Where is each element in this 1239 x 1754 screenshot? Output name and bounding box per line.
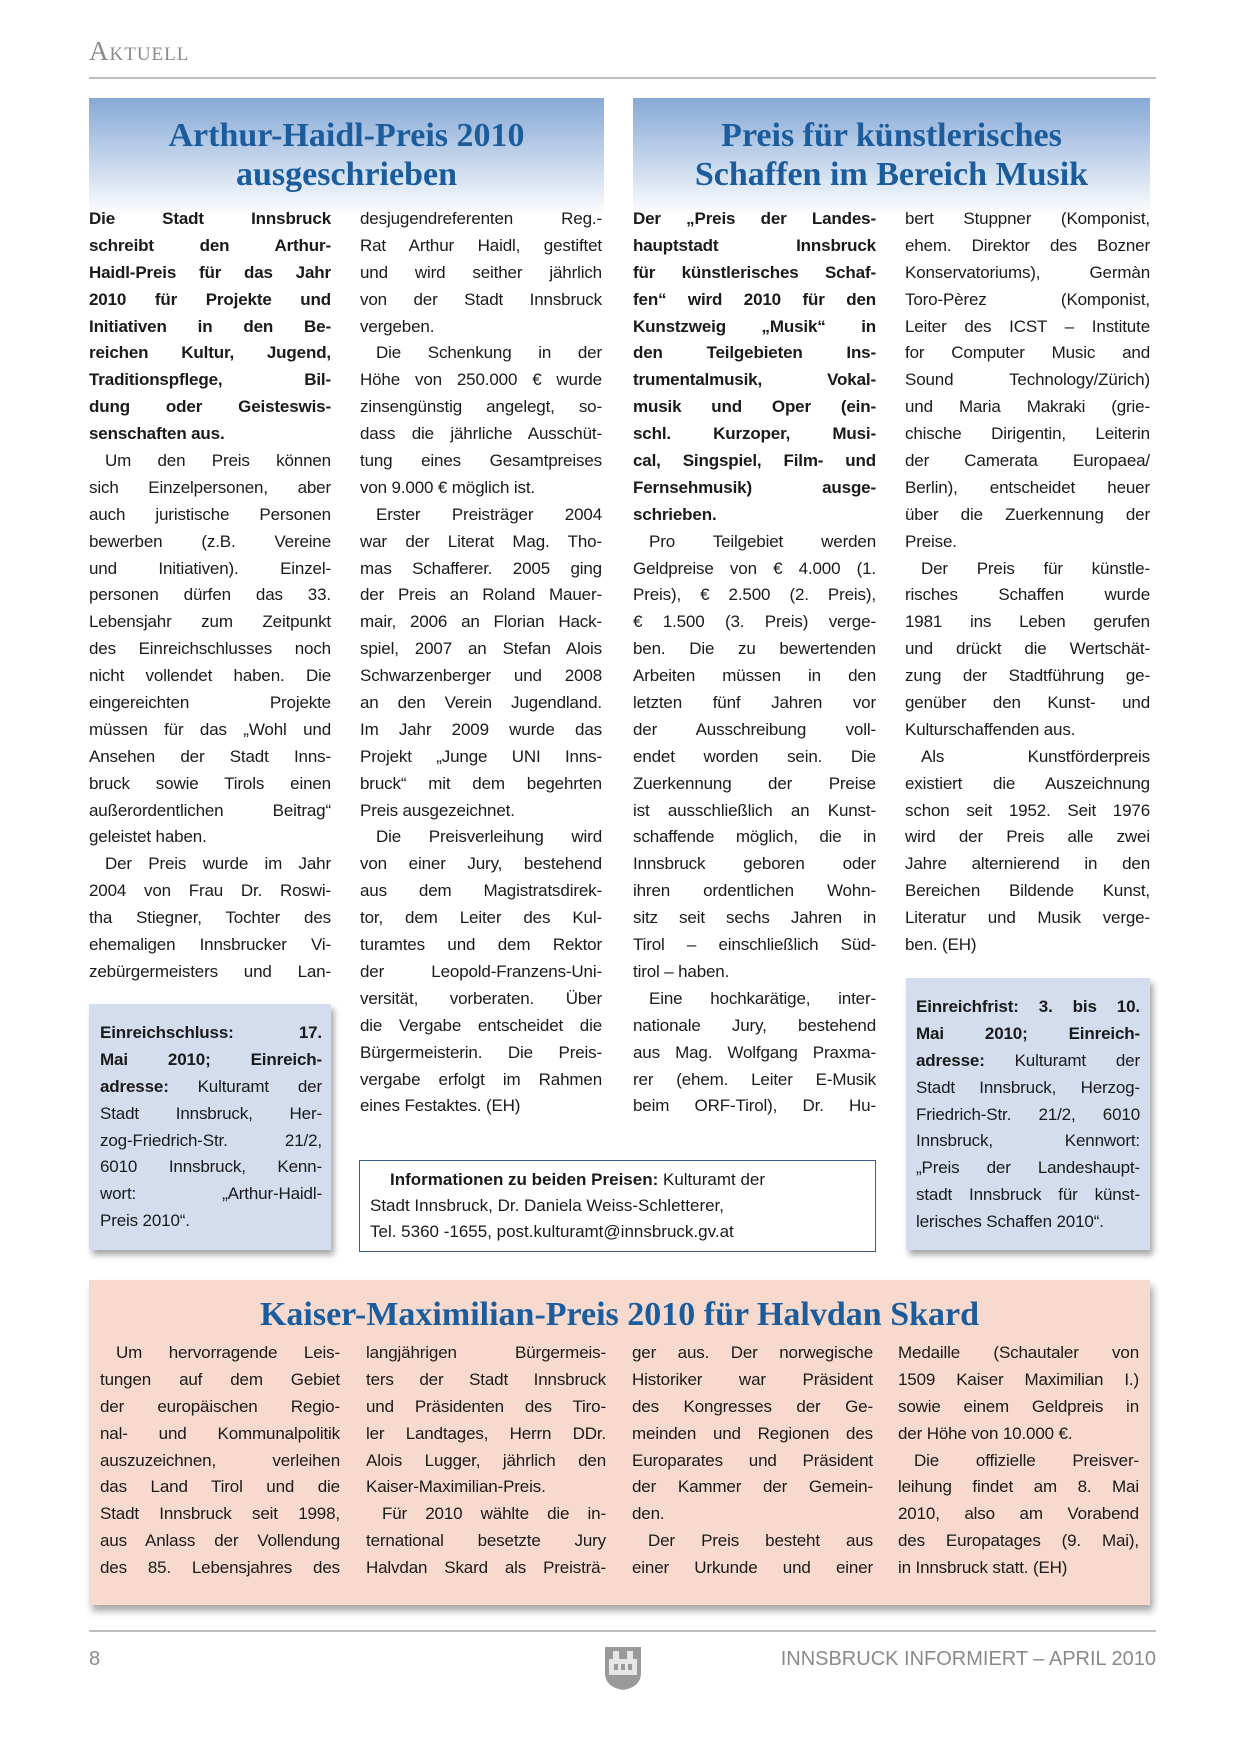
text-line — [916, 1075, 1140, 1102]
text-line: ternational besetzte Jury — [366, 1531, 606, 1551]
text-line: tung eines Gesamtpreises — [360, 451, 602, 471]
text-line: cal, Singspiel, Film- und — [633, 451, 876, 471]
text-line — [100, 1154, 322, 1181]
text-line: Kunstzweig „Musik“ in — [633, 316, 876, 336]
text-line: außerordentlichen Beitrag“ — [89, 800, 331, 820]
text-line: vergabe erfolgt im Rahmen — [360, 1069, 602, 1089]
text-line: an den Verein Jugendland. — [360, 693, 602, 713]
paragraph — [89, 206, 331, 448]
text-line: dung oder Geisteswis- — [89, 397, 331, 417]
text-line: musik und Oper (ein- — [633, 397, 876, 417]
paragraph — [360, 206, 602, 340]
text-line: sitz seit sechs Jahren in — [633, 908, 876, 928]
text-line: Lebensjahr zum Zeitpunkt — [89, 612, 331, 632]
text-line: des 85. Lebensjahres des — [100, 1558, 340, 1578]
text-line: letzten fünf Jahren vor — [633, 693, 876, 713]
text: zog-Friedrich-Str. 21/2, — [100, 1130, 322, 1150]
text-line: Die offizielle Preisver- — [914, 1450, 1139, 1470]
text: wort: „Arthur-Haidl- — [100, 1184, 322, 1204]
text-line — [916, 1021, 1140, 1048]
text-line: Eine hochkarätige, inter- — [649, 988, 876, 1008]
text-line: nal- und Kommunalpolitik — [100, 1423, 340, 1443]
paragraph — [89, 851, 331, 985]
text-line: tor, dem Leiter des Kul- — [360, 908, 602, 928]
text-line: reichen Kultur, Jugend, — [89, 343, 331, 363]
text-line: Leiter des ICST – Institute — [905, 316, 1150, 336]
text-line: for Computer Music and — [905, 343, 1150, 363]
text-line: auszuzeichnen, verleihen — [100, 1450, 340, 1470]
text-line: Erster Preisträger 2004 — [376, 504, 602, 524]
text-line: und drückt die Wertschät- — [905, 639, 1150, 659]
text-line: senschaften aus. — [89, 424, 225, 444]
text-line — [916, 1102, 1140, 1129]
text-line: der Kammer der Gemein- — [632, 1477, 873, 1497]
text-line: aus dem Magistratsdirek- — [360, 881, 602, 901]
text-line: tirol – haben. — [633, 961, 730, 981]
paragraph — [633, 529, 876, 986]
text-line: Kaiser-Maximilian-Preis. — [366, 1477, 546, 1497]
text-line: Pro Teilgebiet werden — [649, 531, 876, 551]
text: lerisches Schaffen 2010“. — [916, 1212, 1104, 1232]
text-line: genüber den Kunst- und — [905, 693, 1150, 713]
bold-text: Mai 2010; Einreich- — [100, 1049, 322, 1069]
article1-headline — [89, 116, 604, 194]
paragraph — [360, 824, 602, 1120]
text-line: Preis), € 2.500 (2. Preis), — [633, 585, 876, 605]
text-line: zebürgermeisters und Lan- — [89, 961, 331, 981]
text-line: der europäischen Regio- — [100, 1396, 340, 1416]
text-line: über die Zuerkennung der — [905, 504, 1150, 524]
text-line: Fernsehmusik) ausge- — [633, 477, 876, 497]
text-line: trumentalmusik, Vokal- — [633, 370, 876, 390]
article1-deadline-box — [89, 1004, 331, 1250]
text-line: des Kongresses der Ge- — [632, 1396, 873, 1416]
text-line: geleistet haben. — [89, 827, 207, 847]
text-line — [916, 1128, 1140, 1155]
headline-line: Arthur-Haidl-Preis 2010 — [168, 117, 525, 154]
text-line — [100, 1047, 322, 1074]
text-line: zinsengünstig angelegt, so- — [360, 397, 602, 417]
text-line: Initiativen in den Be- — [89, 316, 331, 336]
article3-column-2 — [366, 1340, 606, 1582]
text-line: desjugendreferenten Reg.- — [360, 209, 602, 228]
text-line: Projekt „Junge UNI Inns- — [360, 746, 602, 766]
text: Preis 2010“. — [100, 1211, 190, 1231]
text-line: ehem. Direktor des Bozner — [905, 235, 1150, 255]
text-line: 2004 von Frau Dr. Roswi- — [89, 881, 331, 901]
text-line: ger aus. Der norwegische — [632, 1343, 873, 1362]
text-line: von der Stadt Innsbruck — [360, 289, 602, 309]
text: Kulturamt der — [984, 1050, 1140, 1070]
text-line: 1981 ins Leben gerufen — [905, 612, 1150, 632]
headline-line: ausgeschrieben — [236, 156, 457, 193]
article1-column-2 — [360, 206, 602, 1120]
text-line: tha Stiegner, Tochter des — [89, 908, 331, 928]
paragraph — [360, 502, 602, 825]
text-line: personen dürfen das 33. — [89, 585, 331, 605]
text-line: Konservatoriums), Germàn — [905, 262, 1150, 282]
article2-column-2 — [905, 206, 1150, 959]
text-line: Halvdan Skard als Preisträ- — [366, 1558, 606, 1578]
text-line: zung der Stadtführung ge- — [905, 666, 1150, 686]
text-line: tungen auf dem Gebiet — [100, 1369, 340, 1389]
text-line: von 9.000 € möglich ist. — [360, 477, 535, 497]
text-line: Alois Lugger, jährlich den — [366, 1450, 606, 1470]
contact-info-box — [359, 1160, 876, 1252]
text-line: Toro-Pèrez (Komponist, — [905, 289, 1150, 309]
page-number: 8 — [89, 1648, 101, 1670]
text-line: 2010 für Projekte und — [89, 289, 331, 309]
headline-line: Schaffen im Bereich Musik — [694, 156, 1089, 193]
text-line — [916, 1155, 1140, 1182]
text: Stadt Innsbruck, Herzog- — [916, 1077, 1140, 1097]
footer-rule — [89, 1630, 1156, 1632]
text-line: existiert die Auszeichnung — [905, 773, 1150, 793]
article1-column-1 — [89, 206, 331, 986]
paragraph — [100, 1340, 340, 1582]
text-line: Medaille (Schautaler von — [898, 1343, 1139, 1362]
text-line: und Präsidenten des Tiro- — [366, 1396, 606, 1416]
text-line — [100, 1020, 322, 1047]
text-line: Schwarzenberger und 2008 — [360, 666, 602, 686]
text-line: Preise. — [905, 531, 957, 551]
bold-text: Einreichschluss: 17. — [100, 1023, 322, 1042]
text-line: leihung findet am 8. Mai — [898, 1477, 1139, 1497]
text-line: Tirol – einschließlich Süd- — [633, 935, 876, 955]
paragraph — [360, 340, 602, 501]
text-line: Zuerkennung der Preise — [633, 773, 876, 793]
text-line: schrieben. — [633, 504, 717, 524]
text-line: ters der Stadt Innsbruck — [366, 1369, 606, 1389]
text-line: chische Dirigentin, Leiterin — [905, 424, 1150, 444]
text-line: ist ausschließlich an Kunst- — [633, 800, 876, 820]
text-line: und wird seither jährlich — [360, 262, 602, 282]
text-line — [916, 1182, 1140, 1209]
article3-column-4 — [898, 1340, 1139, 1582]
text-line: wird der Preis alle zwei — [905, 827, 1150, 847]
contact-info-label: Informationen zu beiden Preisen: — [390, 1170, 659, 1189]
text-line: ben. (EH) — [905, 935, 977, 955]
bold-text: adresse: — [100, 1076, 169, 1096]
text-line: nationale Jury, bestehend — [633, 1015, 876, 1035]
text: Kulturamt der — [168, 1076, 322, 1096]
text-line — [916, 1209, 1140, 1236]
text-line — [100, 1101, 322, 1128]
paragraph — [898, 1340, 1139, 1448]
text-line: Ansehen der Stadt Inns- — [89, 746, 331, 766]
text-line: ben. Die zu bewertenden — [633, 639, 876, 659]
text: 6010 Innsbruck, Kenn- — [100, 1157, 322, 1177]
article2-deadline-box — [906, 978, 1150, 1250]
text-line: den. — [632, 1504, 665, 1524]
text-line: des Einreichschlusses noch — [89, 639, 331, 659]
text-line: dass die jährliche Ausschüt- — [360, 424, 602, 444]
text-line: Kulturschaffenden aus. — [905, 719, 1076, 739]
text-line — [100, 1128, 322, 1155]
text-line: Preis ausgezeichnet. — [360, 800, 515, 820]
text-line: Um den Preis können — [105, 451, 331, 471]
text-line: schaffende möglich, die in — [633, 827, 876, 847]
text-line — [100, 1074, 322, 1101]
text-line — [916, 994, 1140, 1021]
paragraph — [905, 744, 1150, 959]
text-line: schl. Kurzoper, Musi- — [633, 424, 876, 444]
text-line: Die Schenkung in der — [376, 343, 602, 363]
text-line: ler Landtages, Herrn DDr. — [366, 1423, 606, 1443]
text-line: risches Schaffen wurde — [905, 585, 1150, 605]
text-line: für künstlerisches Schaf- — [633, 262, 876, 282]
text-line: Traditionspflege, Bil- — [89, 370, 331, 390]
text-line: aus Anlass der Vollendung — [100, 1531, 340, 1551]
text-line: langjährigen Bürgermeis- — [366, 1343, 606, 1362]
text-line: den Teilgebieten Ins- — [633, 343, 876, 363]
article2-headline — [633, 116, 1150, 194]
text-line: bewerben (z.B. Vereine — [89, 531, 331, 551]
text-line: Historiker war Präsident — [632, 1369, 873, 1389]
text-line: Die Preisverleihung wird — [376, 827, 602, 847]
text-line: Für 2010 wählte die in- — [382, 1504, 606, 1524]
text-line: meinden und Regionen des — [632, 1423, 873, 1443]
paragraph — [366, 1501, 606, 1582]
headline-line: Preis für künstlerisches — [721, 117, 1062, 154]
text-line: versität, vorberaten. Über — [360, 988, 602, 1008]
text-line: Im Jahr 2009 wurde das — [360, 719, 602, 739]
text-line: der Ausschreibung voll- — [633, 719, 876, 739]
contact-info-text: Kulturamt der — [658, 1170, 766, 1189]
text-line: Rat Arthur Haidl, gestiftet — [360, 235, 602, 255]
bold-text: Einreichfrist: 3. bis 10. — [916, 997, 1140, 1016]
text-line: Arbeiten müssen in den — [633, 666, 876, 686]
text-line: spiel, 2007 an Stefan Alois — [360, 639, 602, 659]
text-line: bert Stuppner (Komponist, — [905, 209, 1150, 228]
text-line: mair, 2006 an Florian Hack- — [360, 612, 602, 632]
text-line: Literatur und Musik verge- — [905, 908, 1150, 928]
text-line — [100, 1181, 322, 1208]
contact-email[interactable]: Tel. 5360 -1655, post.kulturamt@innsbruck.gv.at — [370, 1222, 734, 1241]
publication-name: INNSBRUCK INFORMIERT – APRIL 2010 — [780, 1648, 1156, 1670]
text-line: und Initiativen). Einzel- — [89, 558, 331, 578]
article2-column-1 — [633, 206, 876, 1120]
text-line: sowie einem Geldpreis in — [898, 1396, 1139, 1416]
text-line: Bereichen Bildende Kunst, — [905, 881, 1150, 901]
text-line: Als Kunstförderpreis — [921, 746, 1150, 766]
text-line: Der Preis wurde im Jahr — [105, 854, 331, 874]
header-rule — [89, 77, 1156, 79]
text-line: mas Schafferer. 2005 ging — [360, 558, 602, 578]
paragraph — [89, 448, 331, 851]
text-line: in Innsbruck statt. (EH) — [898, 1558, 1068, 1578]
text-line: Berlin), entscheidet heuer — [905, 477, 1150, 497]
paragraph — [898, 1448, 1139, 1582]
paragraph — [366, 1340, 606, 1501]
text-line: von einer Jury, bestehend — [360, 854, 602, 874]
text-line: Der Preis für künstle- — [921, 558, 1150, 578]
text-line: einer Urkunde und einer — [632, 1558, 873, 1578]
text-line: schreibt den Arthur- — [89, 235, 331, 255]
text-line: Sound Technology/Zürich) — [905, 370, 1150, 390]
text-line: Geldpreise von € 4.000 (1. — [633, 558, 876, 578]
text-line: schon seit 1952. Seit 1976 — [905, 800, 1150, 820]
text-line: des Europatages (9. Mai), — [898, 1531, 1139, 1551]
article3-column-1 — [100, 1340, 340, 1582]
city-coat-of-arms-icon — [604, 1645, 642, 1691]
text-line: und Maria Makraki (grie- — [905, 397, 1150, 417]
text-line: vergeben. — [360, 316, 435, 336]
text-line: eingereichten Projekte — [89, 693, 331, 713]
text-line: Die Stadt Innsbruck — [89, 209, 331, 228]
text-line: rer (ehem. Leiter E-Musik — [633, 1069, 876, 1089]
article3-headline: Kaiser-Maximilian-Preis 2010 für Halvdan Skard — [259, 1296, 980, 1333]
text-line: 2010, also am Vorabend — [898, 1504, 1139, 1524]
text-line: Der Preis besteht aus — [648, 1531, 873, 1551]
text-line: € 1.500 (3. Preis) verge- — [633, 612, 876, 632]
text-line: aus Mag. Wolfgang Praxma- — [633, 1042, 876, 1062]
text-line: das Land Tirol und die — [100, 1477, 340, 1497]
text-line: Jahre alternierend in den — [905, 854, 1150, 874]
text-line: die Vergabe entscheidet die — [360, 1015, 602, 1035]
text-line: bruck“ mit dem begehrten — [360, 773, 602, 793]
text-line: ehemaligen Innsbrucker Vi- — [89, 935, 331, 955]
text: stadt Innsbruck für künst- — [916, 1185, 1140, 1205]
text-line: endet worden sein. Die — [633, 746, 876, 766]
text-line: Um hervorragende Leis- — [116, 1343, 340, 1362]
bold-text: Mai 2010; Einreich- — [916, 1023, 1140, 1043]
text-line: der Camerata Europaea/ — [905, 451, 1150, 471]
section-label: Aktuell — [89, 36, 190, 66]
paragraph — [633, 986, 876, 1120]
text-line: müssen für das „Wohl und — [89, 719, 331, 739]
text-line: Der „Preis der Landes- — [633, 209, 876, 228]
text-line: auch juristische Personen — [89, 504, 331, 524]
bold-text: adresse: — [916, 1050, 985, 1070]
text-line: der Preis an Roland Mauer- — [360, 585, 602, 605]
text-line: sich Einzelpersonen, aber — [89, 477, 331, 497]
text-line: 1509 Kaiser Maximilian I.) — [898, 1369, 1139, 1389]
text: Innsbruck, Kennwort: — [916, 1131, 1140, 1151]
text-line: Stadt Innsbruck seit 1998, — [100, 1504, 340, 1524]
paragraph — [632, 1528, 873, 1582]
contact-info-text: Stadt Innsbruck, Dr. Daniela Weiss-Schletterer, — [370, 1196, 725, 1215]
text-line — [916, 1048, 1140, 1075]
text: Stadt Innsbruck, Her- — [100, 1103, 322, 1123]
text: Friedrich-Str. 21/2, 6010 — [916, 1104, 1140, 1124]
text-line: war der Literat Mag. Tho- — [360, 531, 602, 551]
article3-feature-box — [89, 1280, 1150, 1605]
text-line: der Höhe von 10.000 €. — [898, 1423, 1073, 1443]
article3-column-3 — [632, 1340, 873, 1582]
text-line: hauptstadt Innsbruck — [633, 235, 876, 255]
text-line: Höhe von 250.000 € wurde — [360, 370, 602, 390]
text-line: beim ORF-Tirol), Dr. Hu- — [633, 1096, 876, 1116]
text-line: Europarates und Präsident — [632, 1450, 873, 1470]
paragraph — [905, 206, 1150, 556]
text-line: bruck sowie Tirols einen — [89, 773, 331, 793]
text-line: fen“ wird 2010 für den — [633, 289, 876, 309]
paragraph — [633, 206, 876, 529]
text-line: Haidl-Preis für das Jahr — [89, 262, 331, 282]
text-line: eines Festaktes. (EH) — [360, 1096, 521, 1116]
paragraph — [632, 1340, 873, 1528]
text: „Preis der Landeshaupt- — [916, 1158, 1140, 1178]
text-line: ihren ordentlichen Wohn- — [633, 881, 876, 901]
text-line: Innsbruck geboren oder — [633, 854, 876, 874]
text-line — [100, 1208, 322, 1235]
text-line: Bürgermeisterin. Die Preis- — [360, 1042, 602, 1062]
text-line: turamtes und dem Rektor — [360, 935, 602, 955]
text-line: nicht vollendet haben. Die — [89, 666, 331, 686]
paragraph — [905, 556, 1150, 744]
text-line: der Leopold-Franzens-Uni- — [360, 961, 602, 981]
